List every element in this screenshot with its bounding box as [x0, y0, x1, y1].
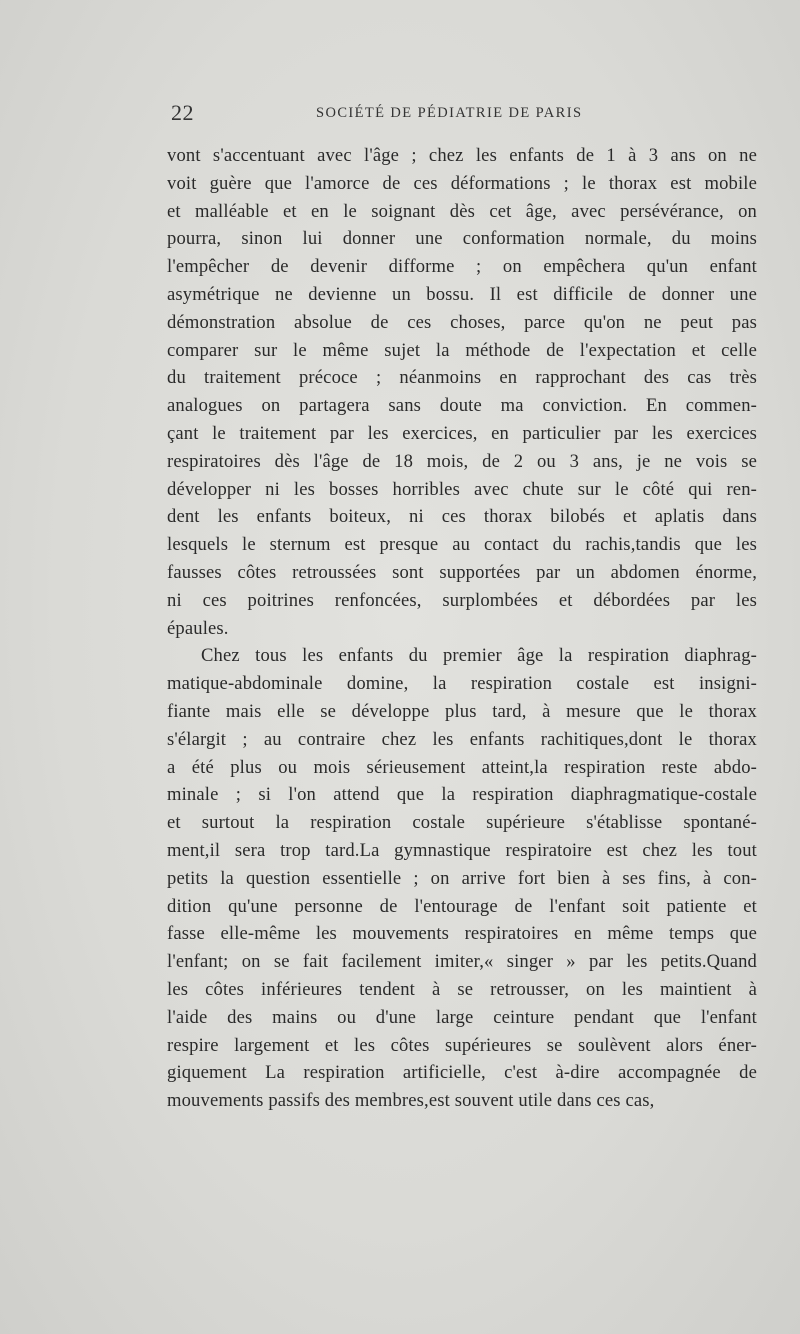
text-line: démonstration absolue de ces choses, parce qu'on ne peut pas: [167, 311, 757, 333]
text-line: l'aide des mains ou d'une large ceinture pendant que l'enfant: [167, 1006, 757, 1028]
text-line: comparer sur le même sujet la méthode de l'expectation et celle: [167, 339, 757, 361]
paragraph-first-line: Chez tous les enfants du premier âge la respiration diaphrag-: [201, 645, 757, 667]
text-line: fasse elle-même les mouvements respiratoires en même temps que: [167, 923, 757, 945]
text-line: minale ; si l'on attend que la respiration diaphragmatique-costale: [167, 784, 757, 806]
text-line: pourra, sinon lui donner une conformation normale, du moins: [167, 228, 757, 250]
text-line: lesquels le sternum est presque au contact du rachis,tandis que les: [167, 534, 757, 556]
running-title: SOCIÉTÉ DE PÉDIATRIE DE PARIS: [316, 105, 583, 121]
text-line: matique-abdominale domine, la respiration costale est insigni-: [167, 673, 757, 695]
text-line: vont s'accentuant avec l'âge ; chez les enfants de 1 à 3 ans on ne: [167, 145, 757, 166]
text-line: a été plus ou mois sérieusement atteint,la respiration reste abdo-: [167, 756, 757, 778]
text-line: l'enfant; on se fait facilement imiter,« singer » par les petits.Quand: [167, 951, 757, 973]
text-line: petits la question essentielle ; on arrive fort bien à ses fins, à con-: [167, 867, 757, 889]
text-line: du traitement précoce ; néanmoins en rapprochant des cas très: [167, 367, 757, 389]
text-line: l'empêcher de devenir difforme ; on empêchera qu'un enfant: [167, 256, 757, 278]
page-number: 22: [171, 100, 194, 125]
text-line: ment,il sera trop tard.La gymnastique respiratoire est chez les tout: [167, 839, 757, 861]
text-line: développer ni les bosses horribles avec chute sur le côté qui ren-: [167, 478, 757, 500]
text-line: analogues on partagera sans doute ma conviction. En commen-: [167, 395, 757, 417]
text-line: fiante mais elle se développe plus tard, à mesure que le thorax: [167, 700, 757, 722]
text-line: respiratoires dès l'âge de 18 mois, de 2 ou 3 ans, je ne vois se: [167, 450, 757, 472]
page-header: [171, 100, 751, 130]
text-line: respire largement et les côtes supérieures se soulèvent alors éner-: [167, 1034, 757, 1056]
text-line: et surtout la respiration costale supérieure s'établisse spontané-: [167, 812, 757, 834]
text-line: çant le traitement par les exercices, en particulier par les exercices: [167, 422, 757, 444]
text-line: giquement La respiration artificielle, c'est à-dire accompagnée de: [167, 1062, 757, 1084]
text-line: ni ces poitrines renfoncées, surplombées et débordées par les: [167, 589, 757, 611]
text-line: et malléable et en le soignant dès cet âge, avec persévérance, on: [167, 200, 757, 222]
text-line: s'élargit ; au contraire chez les enfants rachitiques,dont le thorax: [167, 728, 757, 750]
body-text: [167, 142, 757, 1115]
text-line: mouvements passifs des membres,est souvent utile dans ces cas,: [167, 1090, 655, 1112]
paragraph-last-line: épaules.: [167, 617, 229, 639]
text-line: fausses côtes retroussées sont supportées par un abdomen énorme,: [167, 561, 757, 583]
text-line: les côtes inférieures tendent à se retrousser, on les maintient à: [167, 978, 757, 1000]
text-line: voit guère que l'amorce de ces déformations ; le thorax est mobile: [167, 172, 757, 194]
text-line: asymétrique ne devienne un bossu. Il est difficile de donner une: [167, 283, 757, 305]
text-line: dent les enfants boiteux, ni ces thorax bilobés et aplatis dans: [167, 506, 757, 528]
text-line: dition qu'une personne de l'entourage de l'enfant soit patiente et: [167, 895, 757, 917]
